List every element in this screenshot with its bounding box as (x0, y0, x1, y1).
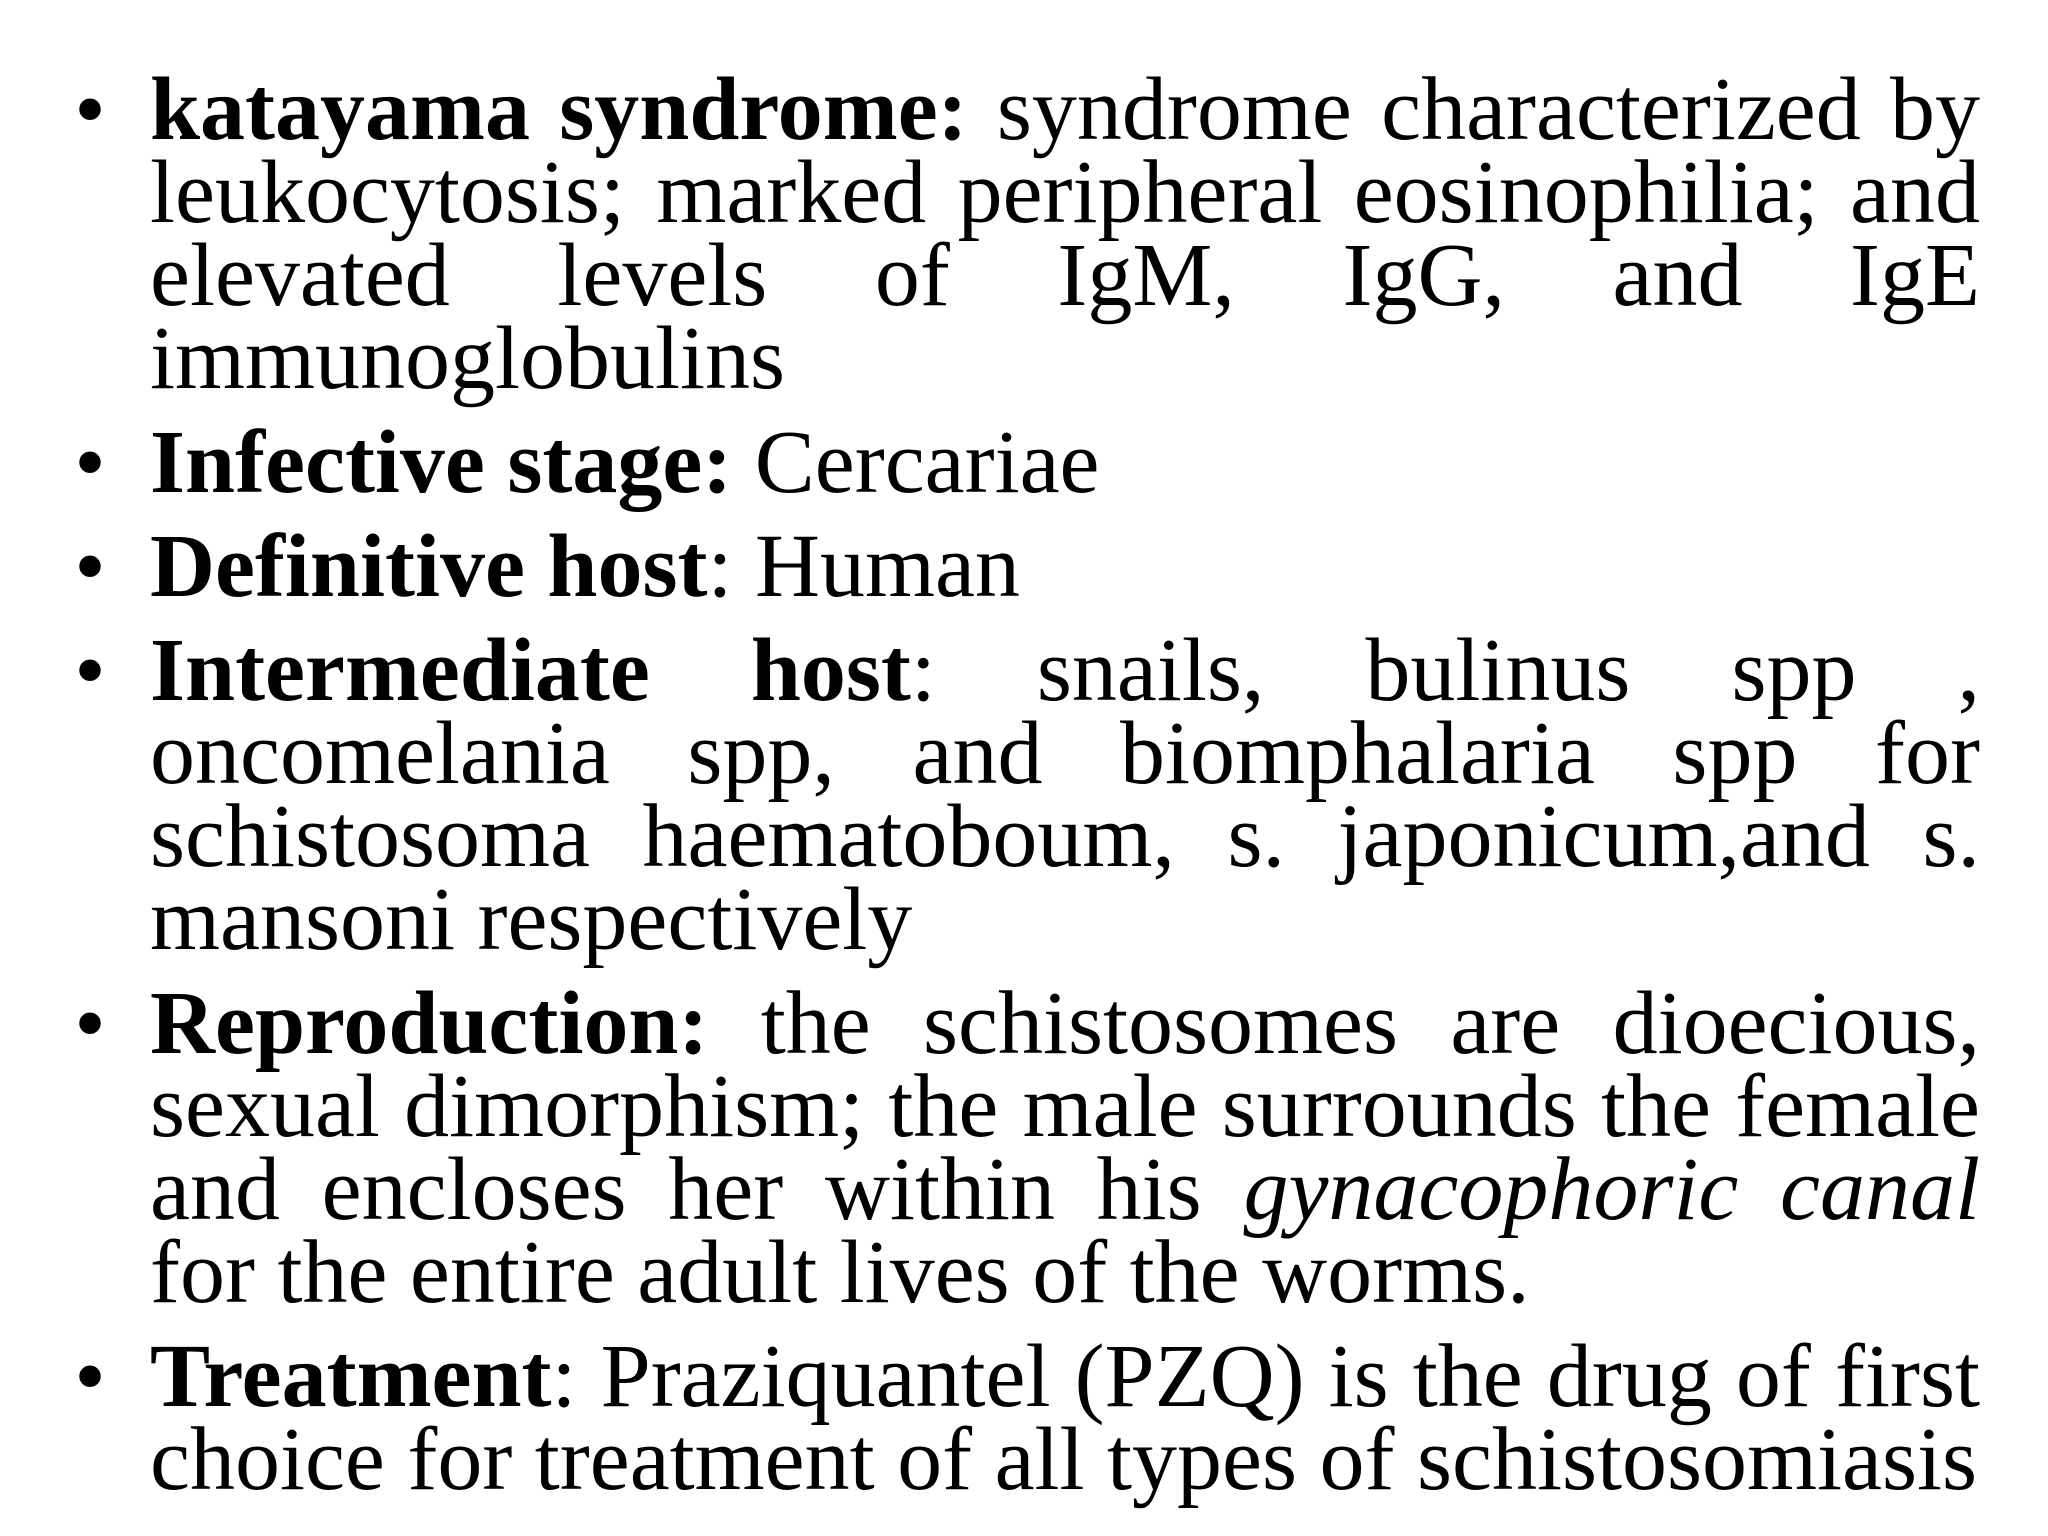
bullet-text: Cercariae (732, 413, 1100, 512)
bullet-text: : snails, bulinus spp , oncomelania spp, and biomphalaria spp for schistosoma haematoboum, s. japonicum,and s. mansoni respectively (150, 621, 1980, 969)
bullet-item-katayama-syndrome (74, 60, 1980, 408)
bullet-text: syndrome characterized by leukocytosis; marked peripheral eosinophilia; and elevated levels of IgM, IgG, and IgE immunoglobulins (150, 60, 1980, 408)
bullet-item-reproduction (74, 974, 1981, 1322)
bullet-term: Reproduction: (150, 974, 709, 1073)
bullet-item-definitive-host (74, 517, 1980, 616)
bullet-term: Definitive host (150, 517, 708, 616)
bullet-text: for the entire adult lives of the worms. (150, 1223, 1530, 1322)
bullet-dot-icon: • (74, 974, 106, 1073)
bullet-dot-icon: • (74, 1327, 106, 1426)
bullet-italic-term: gynacophoric canal (1243, 1140, 1981, 1239)
bullet-item-treatment (74, 1327, 1980, 1509)
bullet-text: the schistosomes are dioecious, sexual dimorphism; the male surrounds the female and encloses her within his (150, 974, 1980, 1239)
bullet-dot-icon: • (74, 60, 106, 159)
bullet-item-infective-stage (74, 413, 1980, 512)
bullet-term: katayama syndrome: (150, 60, 968, 159)
bullet-dot-icon: • (74, 413, 106, 512)
bullet-text: : Praziquantel (PZQ) is the drug of first choice for treatment of all types of schistosomiasis (150, 1327, 1980, 1509)
bullet-term: Infective stage: (150, 413, 733, 512)
bullet-term: Treatment (150, 1327, 552, 1426)
bullet-dot-icon: • (74, 621, 106, 720)
bullet-term: Intermediate host (150, 621, 911, 720)
bullet-list (74, 60, 1981, 1522)
bullet-text: : Human (707, 517, 1020, 616)
bullet-dot-icon: • (74, 517, 106, 616)
bullet-item-intermediate-host (74, 621, 1980, 969)
